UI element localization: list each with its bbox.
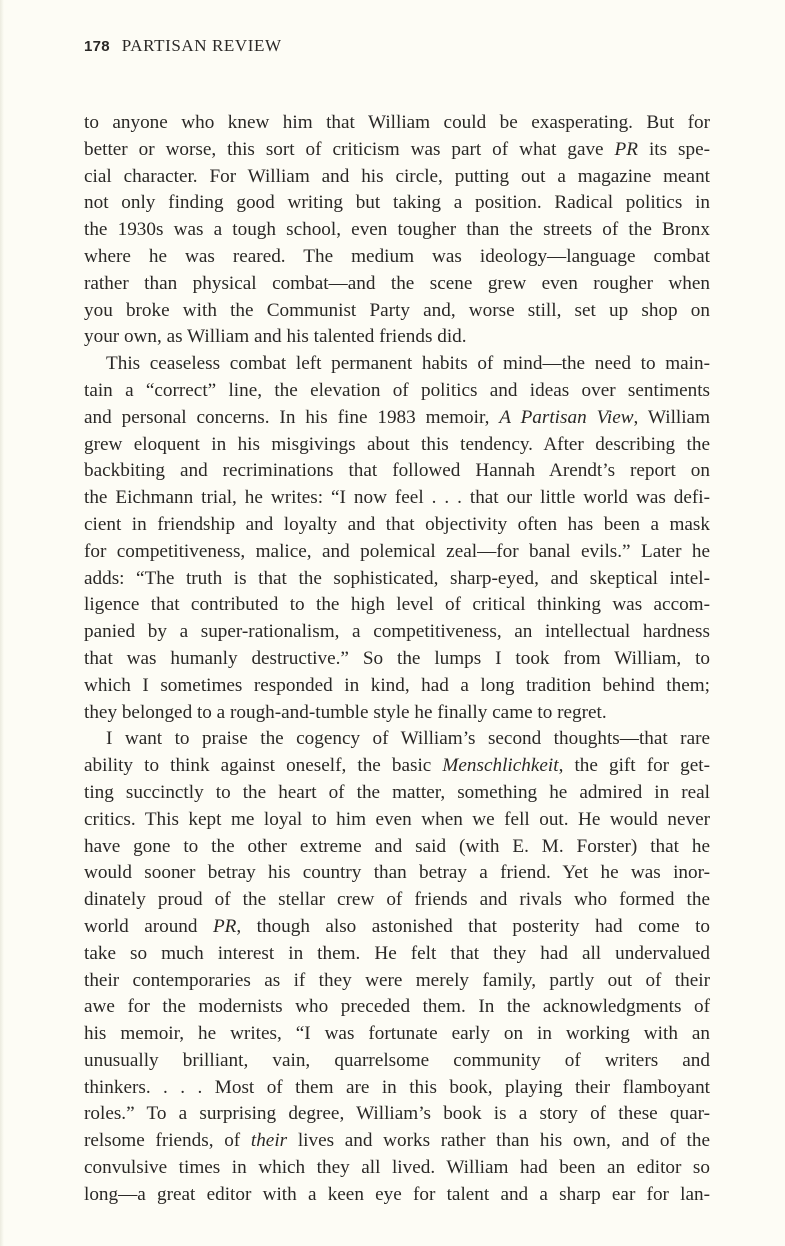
text-line: I want to praise the cogency of William’s second thoughts—that rare: [106, 728, 710, 750]
italic-text: A Partisan View: [499, 406, 634, 428]
text-line: This ceaseless combat left permanent habits of mind—the need to main-: [106, 353, 710, 375]
text-line: the Eichmann trial, he writes: “I now feel . . . that our little world was defi-: [84, 487, 710, 509]
text-line: convulsive times in which they all lived. William had been an editor so: [84, 1157, 710, 1179]
text-line: grew eloquent in his misgivings about this tendency. After describing the: [84, 433, 710, 455]
text-line: your own, as William and his talented friends did.: [84, 326, 467, 348]
italic-text: PR: [614, 138, 638, 160]
text-line: cient in friendship and loyalty and that objectivity often has been a mask: [84, 513, 710, 535]
text-line: cial character. For William and his circle, putting out a magazine meant: [84, 165, 710, 187]
text-line: which I sometimes responded in kind, had a long tradition behind them;: [84, 674, 710, 696]
italic-text: Menschlichkeit: [442, 755, 559, 777]
text-line: panied by a super-rationalism, a competitiveness, an intellectual hardness: [84, 621, 710, 643]
text-line: their contemporaries as if they were merely family, partly out of their: [84, 969, 710, 991]
text-line: you broke with the Communist Party and, worse still, set up shop on: [84, 299, 710, 321]
text-line: not only finding good writing but taking a position. Radical politics in: [84, 192, 710, 214]
text-line: his memoir, he writes, “I was fortunate early on in working with an: [84, 1023, 710, 1045]
text-line: and personal concerns. In his fine 1983 memoir, A Partisan View, William: [84, 406, 710, 428]
text-line: ting succinctly to the heart of the matter, something he admired in real: [84, 781, 710, 803]
text-line: critics. This kept me loyal to him even when we fell out. He would never: [84, 808, 710, 830]
text-line: adds: “The truth is that the sophisticated, sharp-eyed, and skeptical intel-: [84, 567, 710, 589]
text-line: better or worse, this sort of criticism was part of what gave PR its spe-: [84, 138, 710, 160]
page-edge: [0, 0, 4, 1246]
text-line: world around PR, though also astonished that posterity had come to: [84, 915, 711, 937]
text-line: long—a great editor with a keen eye for talent and a sharp ear for lan-: [84, 1183, 710, 1205]
page-number: 178: [84, 38, 110, 55]
body-text: [84, 110, 710, 1209]
text-line: to anyone who knew him that William could be exasperating. But for: [84, 112, 710, 133]
text-line: roles.” To a surprising degree, William’s book is a story of these quar-: [84, 1103, 710, 1125]
text-line: where he was reared. The medium was ideology—language combat: [84, 245, 710, 267]
text-line: rather than physical combat—and the scene grew even rougher when: [84, 272, 710, 294]
text-line: they belonged to a rough-and-tumble style he finally came to regret.: [84, 701, 607, 723]
text-line: ligence that contributed to the high level of critical thinking was accom-: [84, 594, 710, 616]
italic-text: PR: [212, 915, 237, 937]
italic-text: their: [250, 1130, 288, 1152]
text-line: backbiting and recriminations that followed Hannah Arendt’s report on: [84, 460, 710, 482]
text-line: that was humanly destructive.” So the lumps I took from William, to: [84, 647, 710, 669]
text-line: have gone to the other extreme and said (with E. M. Forster) that he: [84, 835, 710, 857]
running-head: [84, 36, 282, 56]
text-line: awe for the modernists who preceded them. In the acknowledgments of: [84, 996, 710, 1018]
text-line: for competitiveness, malice, and polemical zeal—for banal evils.” Later he: [84, 540, 710, 562]
text-line: thinkers. . . . Most of them are in this book, playing their flamboyant: [84, 1076, 710, 1098]
text-line: would sooner betray his country than betray a friend. Yet he was inor-: [84, 862, 710, 884]
text-line: take so much interest in them. He felt that they had all undervalued: [84, 942, 710, 964]
text-line: the 1930s was a tough school, even tougher than the streets of the Bronx: [84, 219, 710, 241]
text-line: relsome friends, of their lives and works rather than his own, and of the: [84, 1130, 710, 1152]
text-line: tain a “correct” line, the elevation of politics and ideas over sentiments: [84, 379, 710, 401]
journal-title: PARTISAN REVIEW: [121, 36, 282, 55]
text-line: dinately proud of the stellar crew of friends and rivals who formed the: [84, 889, 710, 911]
text-line: ability to think against oneself, the basic Menschlichkeit, the gift for get-: [84, 755, 710, 777]
text-line: unusually brilliant, vain, quarrelsome community of writers and: [84, 1049, 710, 1071]
